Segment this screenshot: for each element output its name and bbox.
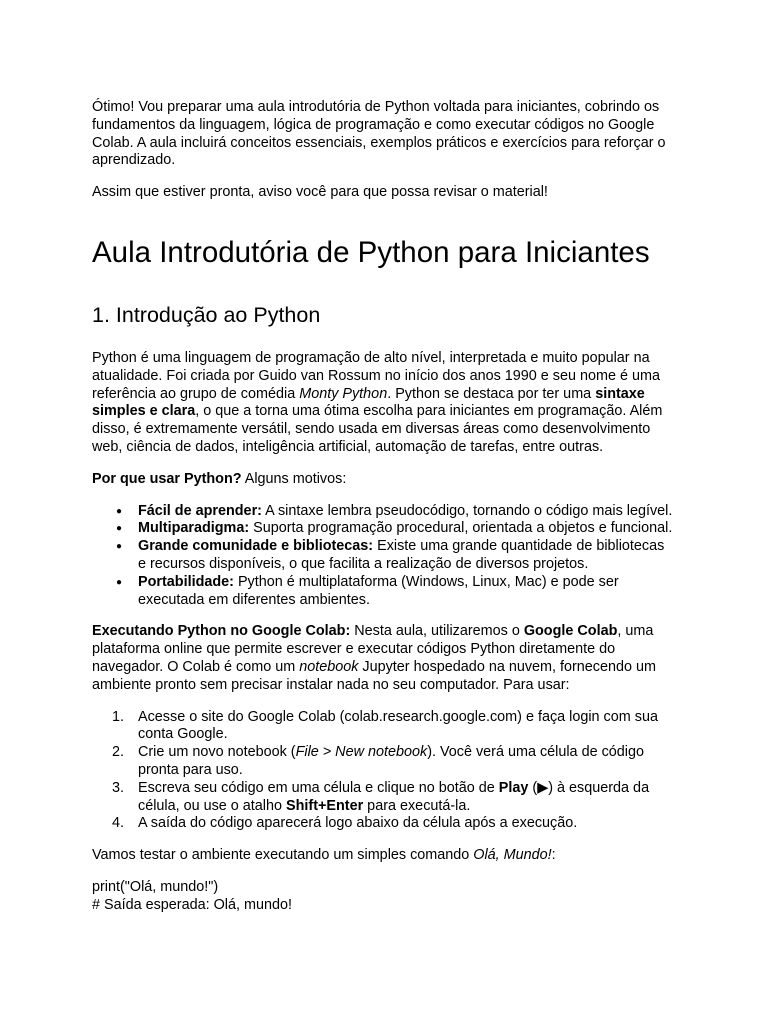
list-item: ● Portabilidade: Python é multiplataforma (Windows, Linux, Mac) e pode ser executada em diferentes ambientes. xyxy=(116,573,619,608)
list-item: 1. Acesse o site do Google Colab (colab.research.google.com) e faça login com sua conta Google. xyxy=(112,708,658,743)
list-item: 4. A saída do código aparecerá logo abaixo da célula após a execução. xyxy=(112,815,578,832)
list-item: ● Grande comunidade e bibliotecas: Existe uma grande quantidade de bibliotecas e recursos disponíveis, o que facilita a realização de diversos projetos. xyxy=(116,538,665,572)
bullet-icon: ● xyxy=(116,576,123,588)
document-title: Aula Introdutória de Python para Iniciantes xyxy=(92,235,650,269)
monty-python-italic: Monty Python xyxy=(299,385,388,402)
intro-paragraph: Ótimo! Vou preparar uma aula introdutória de Python voltada para iniciantes, cobrindo os fundamentos da linguagem, lógica de programação e como executar códigos no Google Colab. A aula incluirá conceitos essenciais, exemplos práticos e exercícios para reforçar o aprendizado. xyxy=(92,99,666,169)
bullet-icon: ● xyxy=(116,523,123,535)
code-line: print("Olá, mundo!") xyxy=(92,878,219,895)
list-item: ● Fácil de aprender: A sintaxe lembra pseudocódigo, tornando o código mais legível. xyxy=(116,502,673,519)
colab-steps-list xyxy=(92,709,676,834)
why-python-paragraph: Por que usar Python? Alguns motivos: xyxy=(92,470,347,487)
syntax-bold: sintaxe simples e clara xyxy=(92,385,645,420)
python-intro-paragraph: Python é uma linguagem de programação de alto nível, interpretada e muito popular na atualidade. Foi criada por Guido van Rossum no início dos anos 1990 e seu nome é uma referência ao grupo de comédia Monty Python. Python se destaca por ter uma sintaxe simples e clara, o que a torna uma ótima escolha para iniciantes em programação. Além disso, é extremamente versátil, sendo usada em diversas áreas como desenvolvimento web, ciência de dados, inteligência artificial, automação de tarefas, entre outras. xyxy=(92,349,663,455)
reasons-list xyxy=(92,503,676,610)
list-item: ● Multiparadigma: Suporta programação procedural, orientada a objetos e funcional. xyxy=(116,520,673,537)
section-heading: 1. Introdução ao Python xyxy=(92,302,321,327)
intro-followup: Assim que estiver pronta, aviso você para que possa revisar o material! xyxy=(92,184,548,201)
test-paragraph: Vamos testar o ambiente executando um simples comando Olá, Mundo!: xyxy=(92,847,556,864)
bullet-icon: ● xyxy=(116,541,123,553)
code-block xyxy=(92,879,676,915)
colab-paragraph: Executando Python no Google Colab: Nesta aula, utilizaremos o Google Colab, uma plataforma online que permite escrever e executar códigos Python diretamente do navegador. O Colab é como um notebook Jupyter hospedado na nuvem, fornecendo um ambiente pronto sem precisar instalar nada no seu computador. Para usar: xyxy=(92,623,657,693)
list-item: 3. Escreva seu código em uma célula e clique no botão de Play (▶) à esquerda da célula, ou use o atalho Shift+Enter para executá-la. xyxy=(112,779,650,814)
bullet-icon: ● xyxy=(116,505,123,517)
list-item: 2. Crie um novo notebook (File > New notebook). Você verá uma célula de código pronta para uso. xyxy=(112,744,644,778)
code-line: # Saída esperada: Olá, mundo! xyxy=(92,896,293,913)
intro-section xyxy=(92,99,676,202)
